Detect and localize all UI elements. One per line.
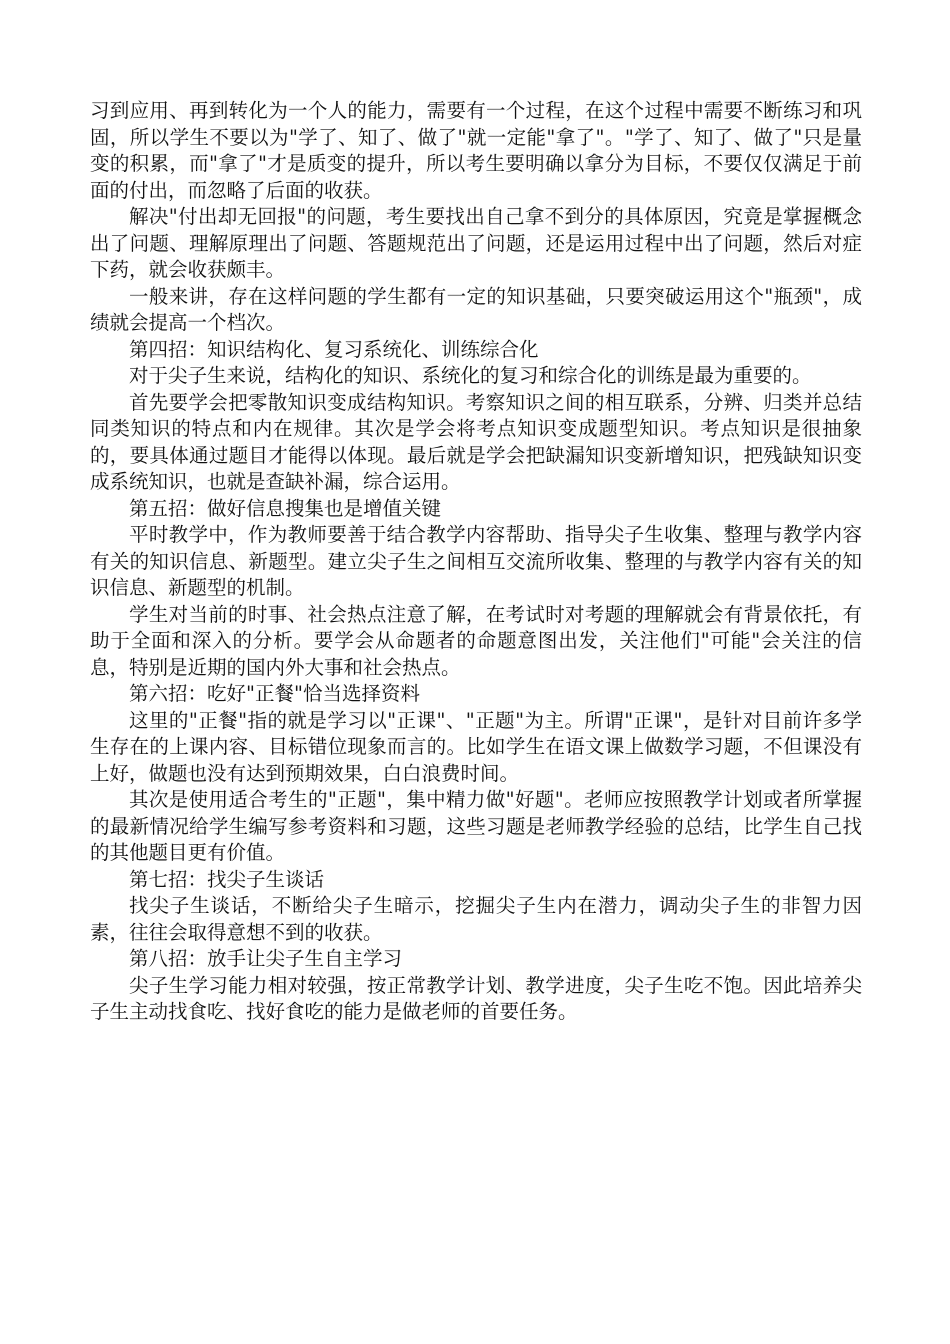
section-heading-5: 第五招：做好信息搜集也是增值关键 [129,496,442,520]
paragraph: 尖子生学习能力相对较强，按正常教学计划、教学进度，尖子生吃不饱。因此培养尖子生主动找食吃、找好食吃的能力是做老师的首要任务。 [90,973,862,1023]
section-heading-7: 第七招：找尖子生谈话 [129,867,325,891]
paragraph: 学生对当前的时事、社会热点注意了解，在考试时对考题的理解就会有背景依托，有助于全面和深入的分析。要学会从命题者的命题意图出发，关注他们"可能"会关注的信息，特别是近期的国内外大事和社会热点。 [90,602,862,679]
paragraph: 首先要学会把零散知识变成结构知识。考察知识之间的相互联系，分辨、归类并总结同类知识的特点和内在规律。其次是学会将考点知识变成题型知识。考点知识是很抽象的，要具体通过题目才能得以体现。最后就是学会把缺漏知识变新增知识，把残缺知识变成系统知识，也就是查缺补漏，综合运用。 [90,390,862,493]
paragraph: 其次是使用适合考生的"正题"，集中精力做"好题"。老师应按照教学计划或者所掌握的最新情况给学生编写参考资料和习题，这些习题是老师教学经验的总结，比学生自己找的其他题目更有价值。 [90,788,862,864]
section-heading-8: 第八招：放手让尖子生自主学习 [129,947,403,970]
paragraph: 找尖子生谈话，不断给尖子生暗示，挖掘尖子生内在潜力，调动尖子生的非智力因素，往往会取得意想不到的收获。 [90,894,862,944]
paragraph-continuation: 习到应用、再到转化为一个人的能力，需要有一个过程，在这个过程中需要不断练习和巩固，所以学生不要以为"学了、知了、做了"就一定能"拿了"。"学了、知了、做了"只是量变的积累，而"拿了"才是质变的提升，所以考生要明确以拿分为目标，不要仅仅满足于前面的付出，而忽略了后面的收获。 [90,99,862,202]
paragraph: 平时教学中，作为教师要善于结合教学内容帮助、指导尖子生收集、整理与教学内容有关的知识信息、新题型。建立尖子生之间相互交流所收集、整理的与教学内容有关的知识信息、新题型的机制。 [90,523,862,599]
paragraph: 解决"付出却无回报"的问题，考生要找出自己拿不到分的具体原因，究竟是掌握概念出了问题、理解原理出了问题、答题规范出了问题，还是运用过程中出了问题，然后对症下药，就会收获颇丰。 [90,205,862,281]
section-heading-4: 第四招：知识结构化、复习系统化、训练综合化 [129,337,539,361]
section-heading-6: 第六招：吃好"正餐"恰当选择资料 [129,682,420,705]
paragraph: 这里的"正餐"指的就是学习以"正课"、"正题"为主。所谓"正课"，是针对目前许多学生存在的上课内容、目标错位现象而言的。比如学生在语文课上做数学习题，不但课没有上好，做题也没有达到预期效果，白白浪费时间。 [90,708,862,785]
document-page [90,98,862,1026]
paragraph: 对于尖子生来说，结构化的知识、系统化的复习和综合化的训练是最为重要的。 [129,364,812,387]
paragraph: 一般来讲，存在这样问题的学生都有一定的知识基础，只要突破运用这个"瓶颈"，成绩就会提高一个档次。 [90,284,862,334]
